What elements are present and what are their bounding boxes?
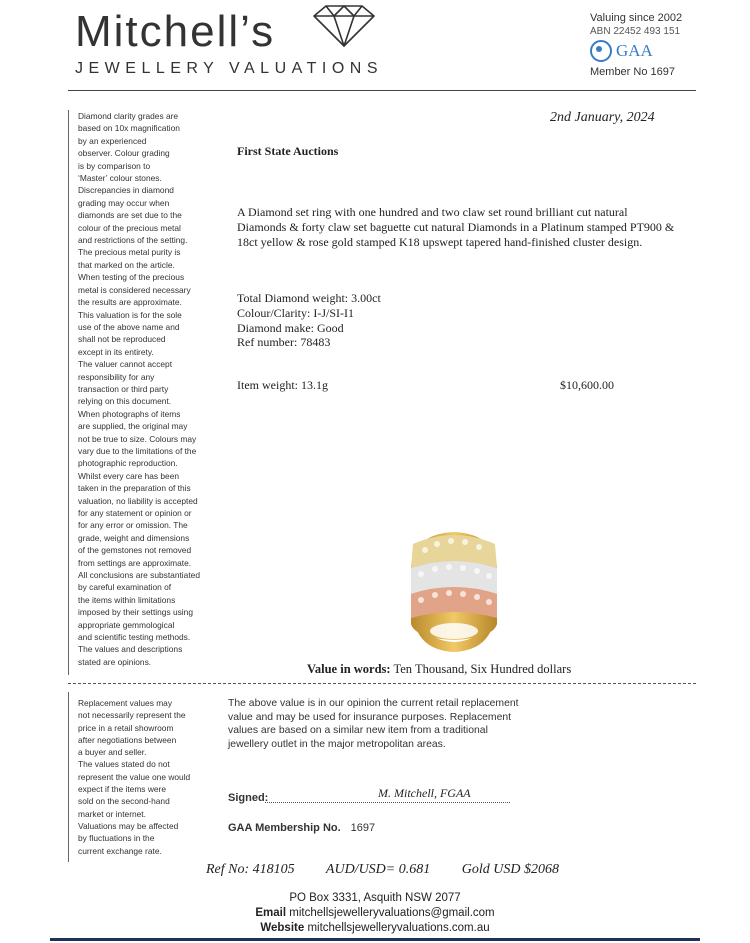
disclaimer-line: observer. Colour grading bbox=[78, 148, 170, 159]
member-number: Member No 1697 bbox=[590, 66, 675, 78]
replacement-disclaimer-text bbox=[78, 697, 226, 857]
disclaimer-line: Discrepancies in diamond bbox=[78, 185, 174, 196]
disclaimer-line: and restrictions of the setting. bbox=[78, 235, 188, 246]
disclaimer-line: the items within limitations bbox=[78, 594, 176, 605]
disclaimer-line: of the gemstones not removed bbox=[78, 545, 192, 556]
ref-number: Ref No: 418105 bbox=[206, 862, 295, 877]
disclaimer-line: after negotiations between bbox=[78, 734, 177, 745]
footer-email bbox=[0, 907, 750, 919]
disclaimer-line: represent the value one would bbox=[78, 771, 191, 782]
disclaimer-line: All conclusions are substantiated bbox=[78, 570, 200, 581]
diamond-icon bbox=[308, 4, 380, 48]
valuation-price: $10,600.00 bbox=[560, 378, 614, 392]
email-label: Email bbox=[255, 907, 287, 919]
gaa-membership bbox=[228, 822, 375, 834]
disclaimer-line: expect if the items were bbox=[78, 784, 166, 795]
gaa-membership-number: 1697 bbox=[350, 822, 376, 834]
disclaimer-line: When photographs of items bbox=[78, 408, 181, 419]
disclaimer-line: The valuer cannot accept bbox=[78, 359, 173, 370]
lower-left-divider bbox=[68, 692, 69, 862]
disclaimer-line: for any error or omission. The bbox=[78, 520, 188, 531]
disclaimer-line: use of the above name and bbox=[78, 321, 180, 332]
disclaimer-line: except in its entirety. bbox=[78, 346, 154, 357]
disclaimer-line: is by comparison to bbox=[78, 160, 151, 171]
disclaimer-line: Valuations may be affected bbox=[78, 820, 179, 831]
left-divider bbox=[68, 110, 69, 675]
disclaimer-line: by fluctuations in the bbox=[78, 833, 155, 844]
disclaimer-line: not necessarily represent the bbox=[78, 710, 186, 721]
gaa-logo-text: GAA bbox=[616, 41, 653, 60]
disclaimer-line: valuation, no liability is accepted bbox=[78, 495, 198, 506]
disclaimer-line: the results are approximate. bbox=[78, 297, 182, 308]
signature: M. Mitchell, FGAA bbox=[378, 786, 471, 800]
item-weight: Item weight: 13.1g bbox=[237, 378, 328, 392]
ring-photo bbox=[405, 528, 503, 656]
disclaimer-line: by an experienced bbox=[78, 135, 147, 146]
header-divider bbox=[68, 90, 696, 91]
disclaimer-line: ‘Master’ colour stones. bbox=[78, 173, 162, 184]
abn-number: ABN 22452 493 151 bbox=[590, 26, 681, 37]
signed-label: Signed: bbox=[228, 792, 269, 804]
gold-price: Gold USD $2068 bbox=[461, 862, 559, 877]
email-link[interactable]: mitchellsjewelleryvaluations@gmail.com bbox=[289, 907, 495, 919]
spec-diamond-make: Diamond make: Good bbox=[237, 320, 344, 335]
disclaimer-line: a buyer and seller. bbox=[78, 747, 147, 758]
spec-diamond-weight: Total Diamond weight: 3.00ct bbox=[237, 291, 381, 305]
disclaimer-line: The precious metal purity is bbox=[78, 247, 181, 258]
disclaimer-line: price in a retail showroom bbox=[78, 722, 174, 733]
disclaimer-line: imposed by their settings using bbox=[78, 607, 193, 618]
gaa-membership-label: GAA Membership No. bbox=[228, 822, 341, 834]
disclaimer-line: for any statement or opinion or bbox=[78, 508, 192, 518]
item-description: A Diamond set ring with one hundred and two claw set round brilliant cut natural Diamonds & forty claw set baguette cut natural Diamonds in a Platinum stamped PT900 & 18ct yellow & rose gold stamped K18 upswept tapered hand-finished cluster design. bbox=[237, 205, 675, 249]
disclaimer-line: Whilst every care has been bbox=[78, 470, 180, 481]
disclaimer-line: Replacement values may bbox=[78, 698, 173, 708]
replacement-statement: The above value is in our opinion the current retail replacement value and may be used for insurance purposes. Replacement values are based on a similar new item from a traditional jewellery outlet in the major metropolitan areas. bbox=[228, 698, 519, 750]
valuing-since: Valuing since 2002 bbox=[590, 12, 683, 24]
disclaimer-line: from settings are approximate. bbox=[78, 557, 192, 568]
disclaimer-line: stated are opinions. bbox=[78, 656, 152, 667]
exchange-rate: AUD/USD= 0.681 bbox=[325, 862, 431, 877]
disclaimer-line: This valuation is for the sole bbox=[78, 309, 182, 320]
disclaimer-line: that marked on the article. bbox=[78, 259, 175, 270]
disclaimer-line: diamonds are set due to the bbox=[78, 210, 182, 221]
header-info bbox=[590, 12, 682, 78]
disclaimer-line: by careful examination of bbox=[78, 582, 172, 593]
disclaimer-line: not be true to size. Colours may bbox=[78, 433, 197, 444]
disclaimer-line: and scientific testing methods. bbox=[78, 632, 191, 643]
footer-address: PO Box 3331, Asquith NSW 2077 bbox=[289, 892, 461, 904]
disclaimer-line: sold on the second-hand bbox=[78, 796, 170, 807]
gaa-emblem-icon bbox=[590, 40, 612, 62]
disclaimer-line: metal is considered necessary bbox=[78, 284, 191, 295]
value-in-words bbox=[307, 662, 571, 677]
disclaimer-line: are supplied, the original may bbox=[78, 421, 188, 432]
disclaimer-text bbox=[78, 110, 226, 668]
disclaimer-line: Diamond clarity grades are bbox=[78, 111, 179, 121]
value-in-words-text: Ten Thousand, Six Hundred dollars bbox=[393, 662, 572, 676]
value-in-words-label: Value in words: bbox=[307, 662, 391, 676]
dashed-divider bbox=[68, 683, 696, 684]
website-label: Website bbox=[260, 922, 305, 934]
brand-subtitle: JEWELLERY VALUATIONS bbox=[75, 60, 383, 77]
disclaimer-line: grading may occur when bbox=[78, 197, 170, 208]
disclaimer-line: The values and descriptions bbox=[78, 644, 183, 655]
item-specs bbox=[237, 291, 381, 350]
client-name: First State Auctions bbox=[237, 144, 339, 158]
spec-colour-clarity: Colour/Clarity: I-J/SI-I1 bbox=[237, 305, 354, 320]
disclaimer-line: appropriate gemmological bbox=[78, 619, 175, 630]
disclaimer-line: grade, weight and dimensions bbox=[78, 532, 190, 543]
disclaimer-line: When testing of the precious bbox=[78, 272, 185, 283]
disclaimer-line: colour of the precious metal bbox=[78, 222, 181, 233]
disclaimer-line: vary due to the limitations of the bbox=[78, 445, 197, 456]
disclaimer-line: market or internet. bbox=[78, 808, 146, 819]
reference-row bbox=[206, 862, 587, 878]
disclaimer-line: responsibility for any bbox=[78, 371, 155, 382]
gaa-logo bbox=[590, 40, 682, 62]
disclaimer-line: The values stated do not bbox=[78, 759, 170, 770]
disclaimer-line: current exchange rate. bbox=[78, 845, 162, 856]
disclaimer-line: shall not be reproduced bbox=[78, 334, 166, 345]
disclaimer-line: transaction or third party bbox=[78, 383, 169, 394]
disclaimer-line: photographic reproduction. bbox=[78, 458, 178, 469]
disclaimer-line: based on 10x magnification bbox=[78, 123, 180, 134]
signature-line bbox=[265, 802, 510, 803]
disclaimer-line: taken in the preparation of this bbox=[78, 483, 191, 494]
disclaimer-line: relying on this document. bbox=[78, 396, 172, 407]
footer-website bbox=[0, 922, 750, 934]
footer-bar bbox=[50, 938, 700, 941]
website-link[interactable]: mitchellsjewelleryvaluations.com.au bbox=[307, 922, 490, 934]
valuation-date: 2nd January, 2024 bbox=[550, 110, 655, 125]
spec-ref-number: Ref number: 78483 bbox=[237, 335, 331, 350]
brand-name: Mitchell’s bbox=[75, 7, 276, 56]
